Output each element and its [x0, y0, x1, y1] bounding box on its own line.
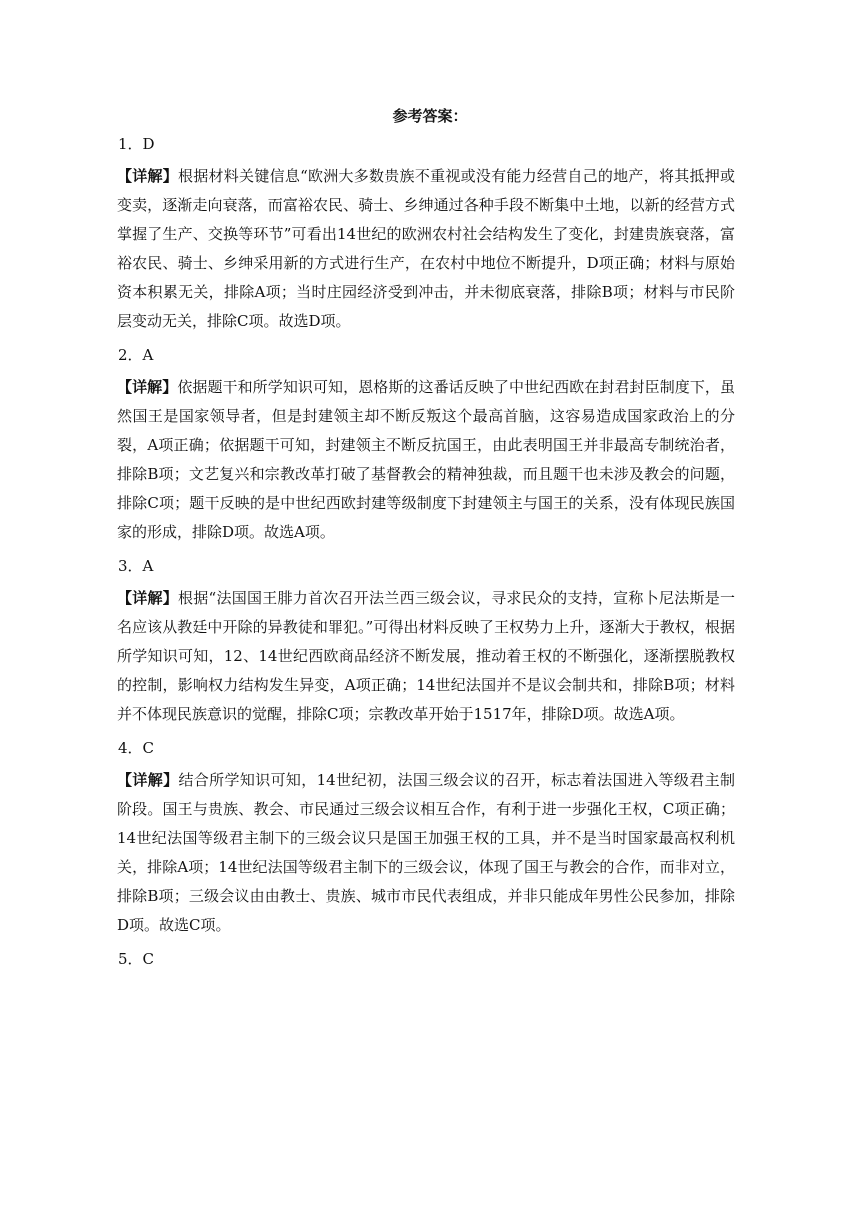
answer-item-2 [117, 344, 735, 547]
answer-item-5 [117, 948, 735, 970]
detail-text: 依据题干和所学知识可知，恩格斯的这番话反映了中世纪西欧在封君封臣制度下，虽然国王是国家领导者，但是封建领主却不断反叛这个最高首脑，这容易造成国家政治上的分裂，A项正确；依据题干可知，封建领主不断反抗国王，由此表明国王并非最高专制统治者，排除B项；文艺复兴和宗教改革打破了基督教会的精神独裁，而且题干也未涉及教会的问题，排除C项；题干反映的是中世纪西欧封建等级制度下封建领主与国王的关系，没有体现民族国家的形成，排除D项。故选A项。 [117, 378, 735, 541]
answer-number: 1．D [118, 135, 155, 153]
answer-explanation [117, 584, 735, 729]
answer-explanation [117, 162, 735, 336]
page-title: 参考答案： [392, 107, 468, 125]
answer-number: 5．C [118, 950, 155, 968]
detail-text: 根据材料关键信息“欧洲大多数贵族不重视或没有能力经营自己的地产，将其抵押或变卖，逐渐走向衰落，而富裕农民、骑士、乡绅通过各种手段不断集中土地，以新的经营方式掌握了生产、交换等环节”可看出14世纪的欧洲农村社会结构发生了变化，封建贵族衰落，富裕农民、骑士、乡绅采用新的方式进行生产，在农村中地位不断提升，D项正确；材料与原始资本积累无关，排除A项；当时庄园经济受到冲击，并未彻底衰落，排除B项；材料与市民阶层变动无关，排除C项。故选D项。 [117, 167, 735, 330]
answer-number: 4．C [118, 739, 155, 757]
answer-item-1 [117, 133, 735, 336]
answer-number: 2．A [118, 346, 154, 364]
answer-number: 3．A [118, 557, 154, 575]
answer-list [117, 133, 735, 977]
detail-text: 根据“法国国王腓力首次召开法兰西三级会议，寻求民众的支持，宣称卜尼法斯是一名应该从教廷中开除的异教徒和罪犯。”可得出材料反映了王权势力上升，逐渐大于教权，根据所学知识可知，12、14世纪西欧商品经济不断发展，推动着王权的不断强化，逐渐摆脱教权的控制，影响权力结构发生异变，A项正确；14世纪法国并不是议会制共和，排除B项；材料并不体现民族意识的觉醒，排除C项；宗教改革开始于1517年，排除D项。故选A项。 [117, 589, 735, 723]
detail-tag: 【详解】 [117, 771, 179, 789]
answer-item-4 [117, 737, 735, 940]
answer-explanation [117, 373, 735, 547]
detail-tag: 【详解】 [117, 378, 178, 396]
answer-item-3 [117, 555, 735, 729]
detail-tag: 【详解】 [117, 589, 179, 607]
answer-explanation [117, 766, 735, 940]
detail-text: 结合所学知识可知，14世纪初，法国三级会议的召开，标志着法国进入等级君主制阶段。国王与贵族、教会、市民通过三级会议相互合作，有利于进一步强化王权，C项正确；14世纪法国等级君主制下的三级会议只是国王加强王权的工具，并不是当时国家最高权利机关，排除A项；14世纪法国等级君主制下的三级会议，体现了国王与教会的合作，而非对立，排除B项；三级会议由由教士、贵族、城市市民代表组成，并非只能成年男性公民参加，排除D项。故选C项。 [117, 771, 735, 934]
detail-tag: 【详解】 [117, 167, 179, 185]
